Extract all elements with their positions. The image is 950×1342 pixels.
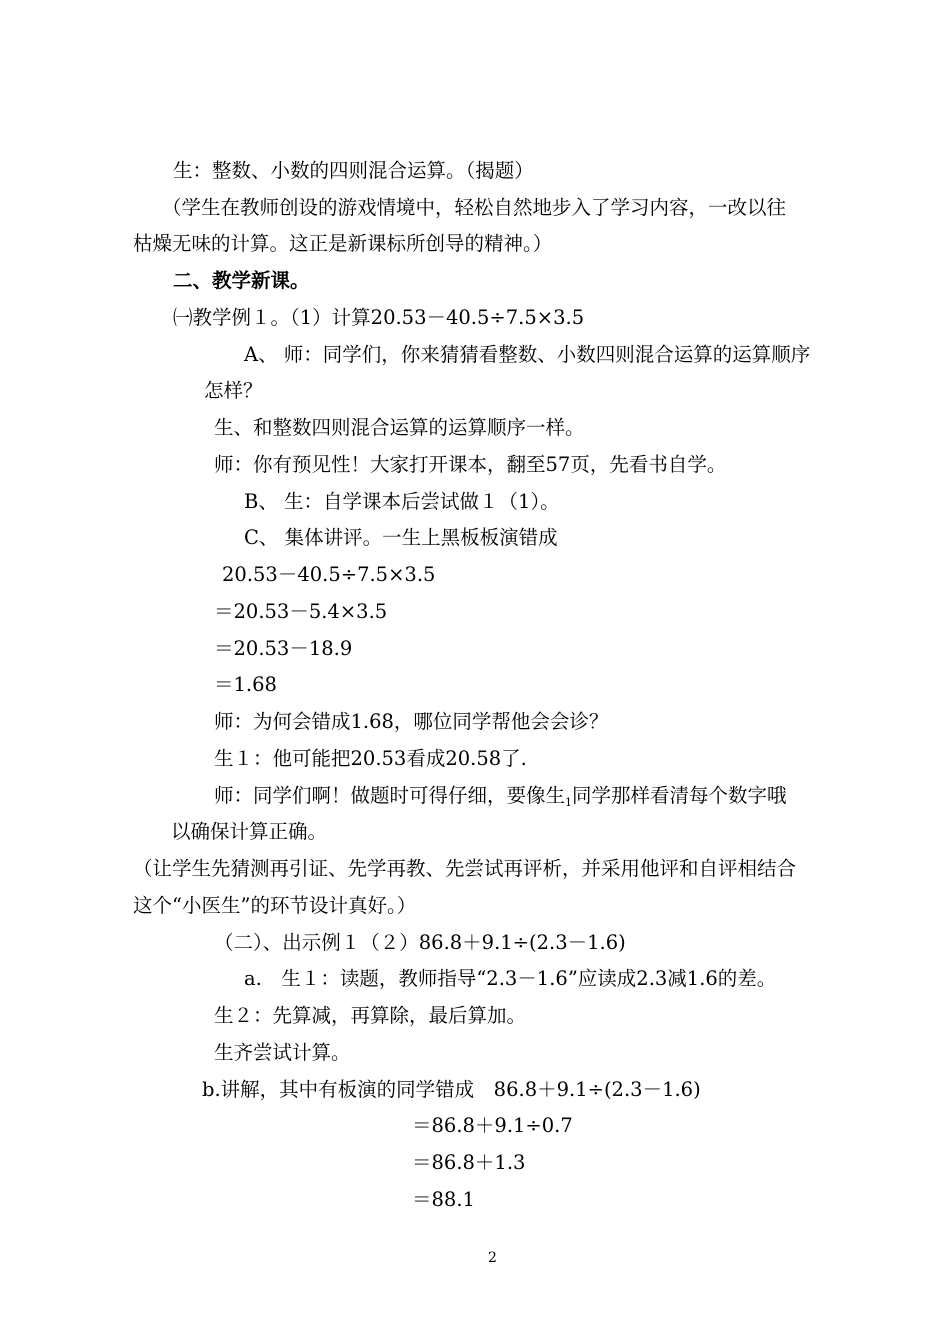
text-segment: 同学那样看清每个数字哦	[572, 784, 787, 807]
text-line: （学生在教师创设的游戏情境中，轻松自然地步入了学习内容，一改以往	[162, 196, 787, 219]
text-line: 生、和整数四则混合运算的运算顺序一样。	[214, 416, 585, 439]
text-line: ㈠教学例１。（1）计算20.53－40.5÷7.5×3.5	[173, 306, 585, 329]
math-line: ＝20.53－5.4×3.5	[214, 600, 388, 623]
math-line: ＝88.1	[412, 1188, 475, 1211]
text-line: 生１：他可能把20.53看成20.58了.	[214, 747, 527, 770]
page-number: 2	[488, 1250, 497, 1266]
math-line: ＝86.8＋1.3	[412, 1151, 526, 1174]
text-line: 师：为何会错成1.68，哪位同学帮他会会诊？	[214, 710, 609, 733]
text-line: 生齐尝试计算。	[214, 1041, 351, 1064]
text-line: a. 生１：读题，教师指导“2.3－1.6”应读成2.3减1.6的差。	[244, 967, 777, 990]
text-line: 怎样？	[204, 379, 263, 402]
math-line: ＝20.53－18.9	[214, 637, 353, 660]
text-line: （让学生先猜测再引证、先学再教、先尝试再评析，并采用他评和自评相结合	[133, 857, 797, 880]
text-line: 师：你有预见性！大家打开课本，翻至57页，先看书自学。	[214, 453, 727, 476]
text-line: b.讲解，其中有板演的同学错成 86.8＋9.1÷(2.3－1.6)	[202, 1078, 701, 1101]
text-line	[214, 783, 787, 816]
text-line: 生２：先算减，再算除，最后算加。	[214, 1004, 527, 1027]
text-line: 以确保计算正确。	[171, 820, 328, 843]
math-line: ＝86.8＋9.1÷0.7	[412, 1114, 573, 1137]
text-line: A、 师：同学们，你来猜猜看整数、小数四则混合运算的运算顺序	[244, 343, 811, 366]
section-heading: 二、教学新课。	[173, 269, 310, 292]
text-line: 枯燥无味的计算。这正是新课标所创导的精神。）	[133, 232, 553, 255]
math-line: ＝1.68	[214, 673, 277, 696]
math-line: 20.53－40.5÷7.5×3.5	[222, 563, 436, 586]
text-line: B、 生：自学课本后尝试做１（1）。	[244, 490, 560, 513]
subscript: 1	[565, 796, 573, 809]
text-segment: 师：同学们啊！做题时可得仔细，要像生	[214, 784, 566, 807]
text-line: （二）、出示例１（２）86.8＋9.1÷(2.3－1.6)	[214, 931, 626, 954]
text-line: 生：整数、小数的四则混合运算。（揭题）	[173, 159, 534, 182]
text-line: C、 集体讲评。一生上黑板板演错成	[244, 526, 558, 549]
text-line: 这个“小医生”的环节设计真好。）	[133, 894, 417, 917]
